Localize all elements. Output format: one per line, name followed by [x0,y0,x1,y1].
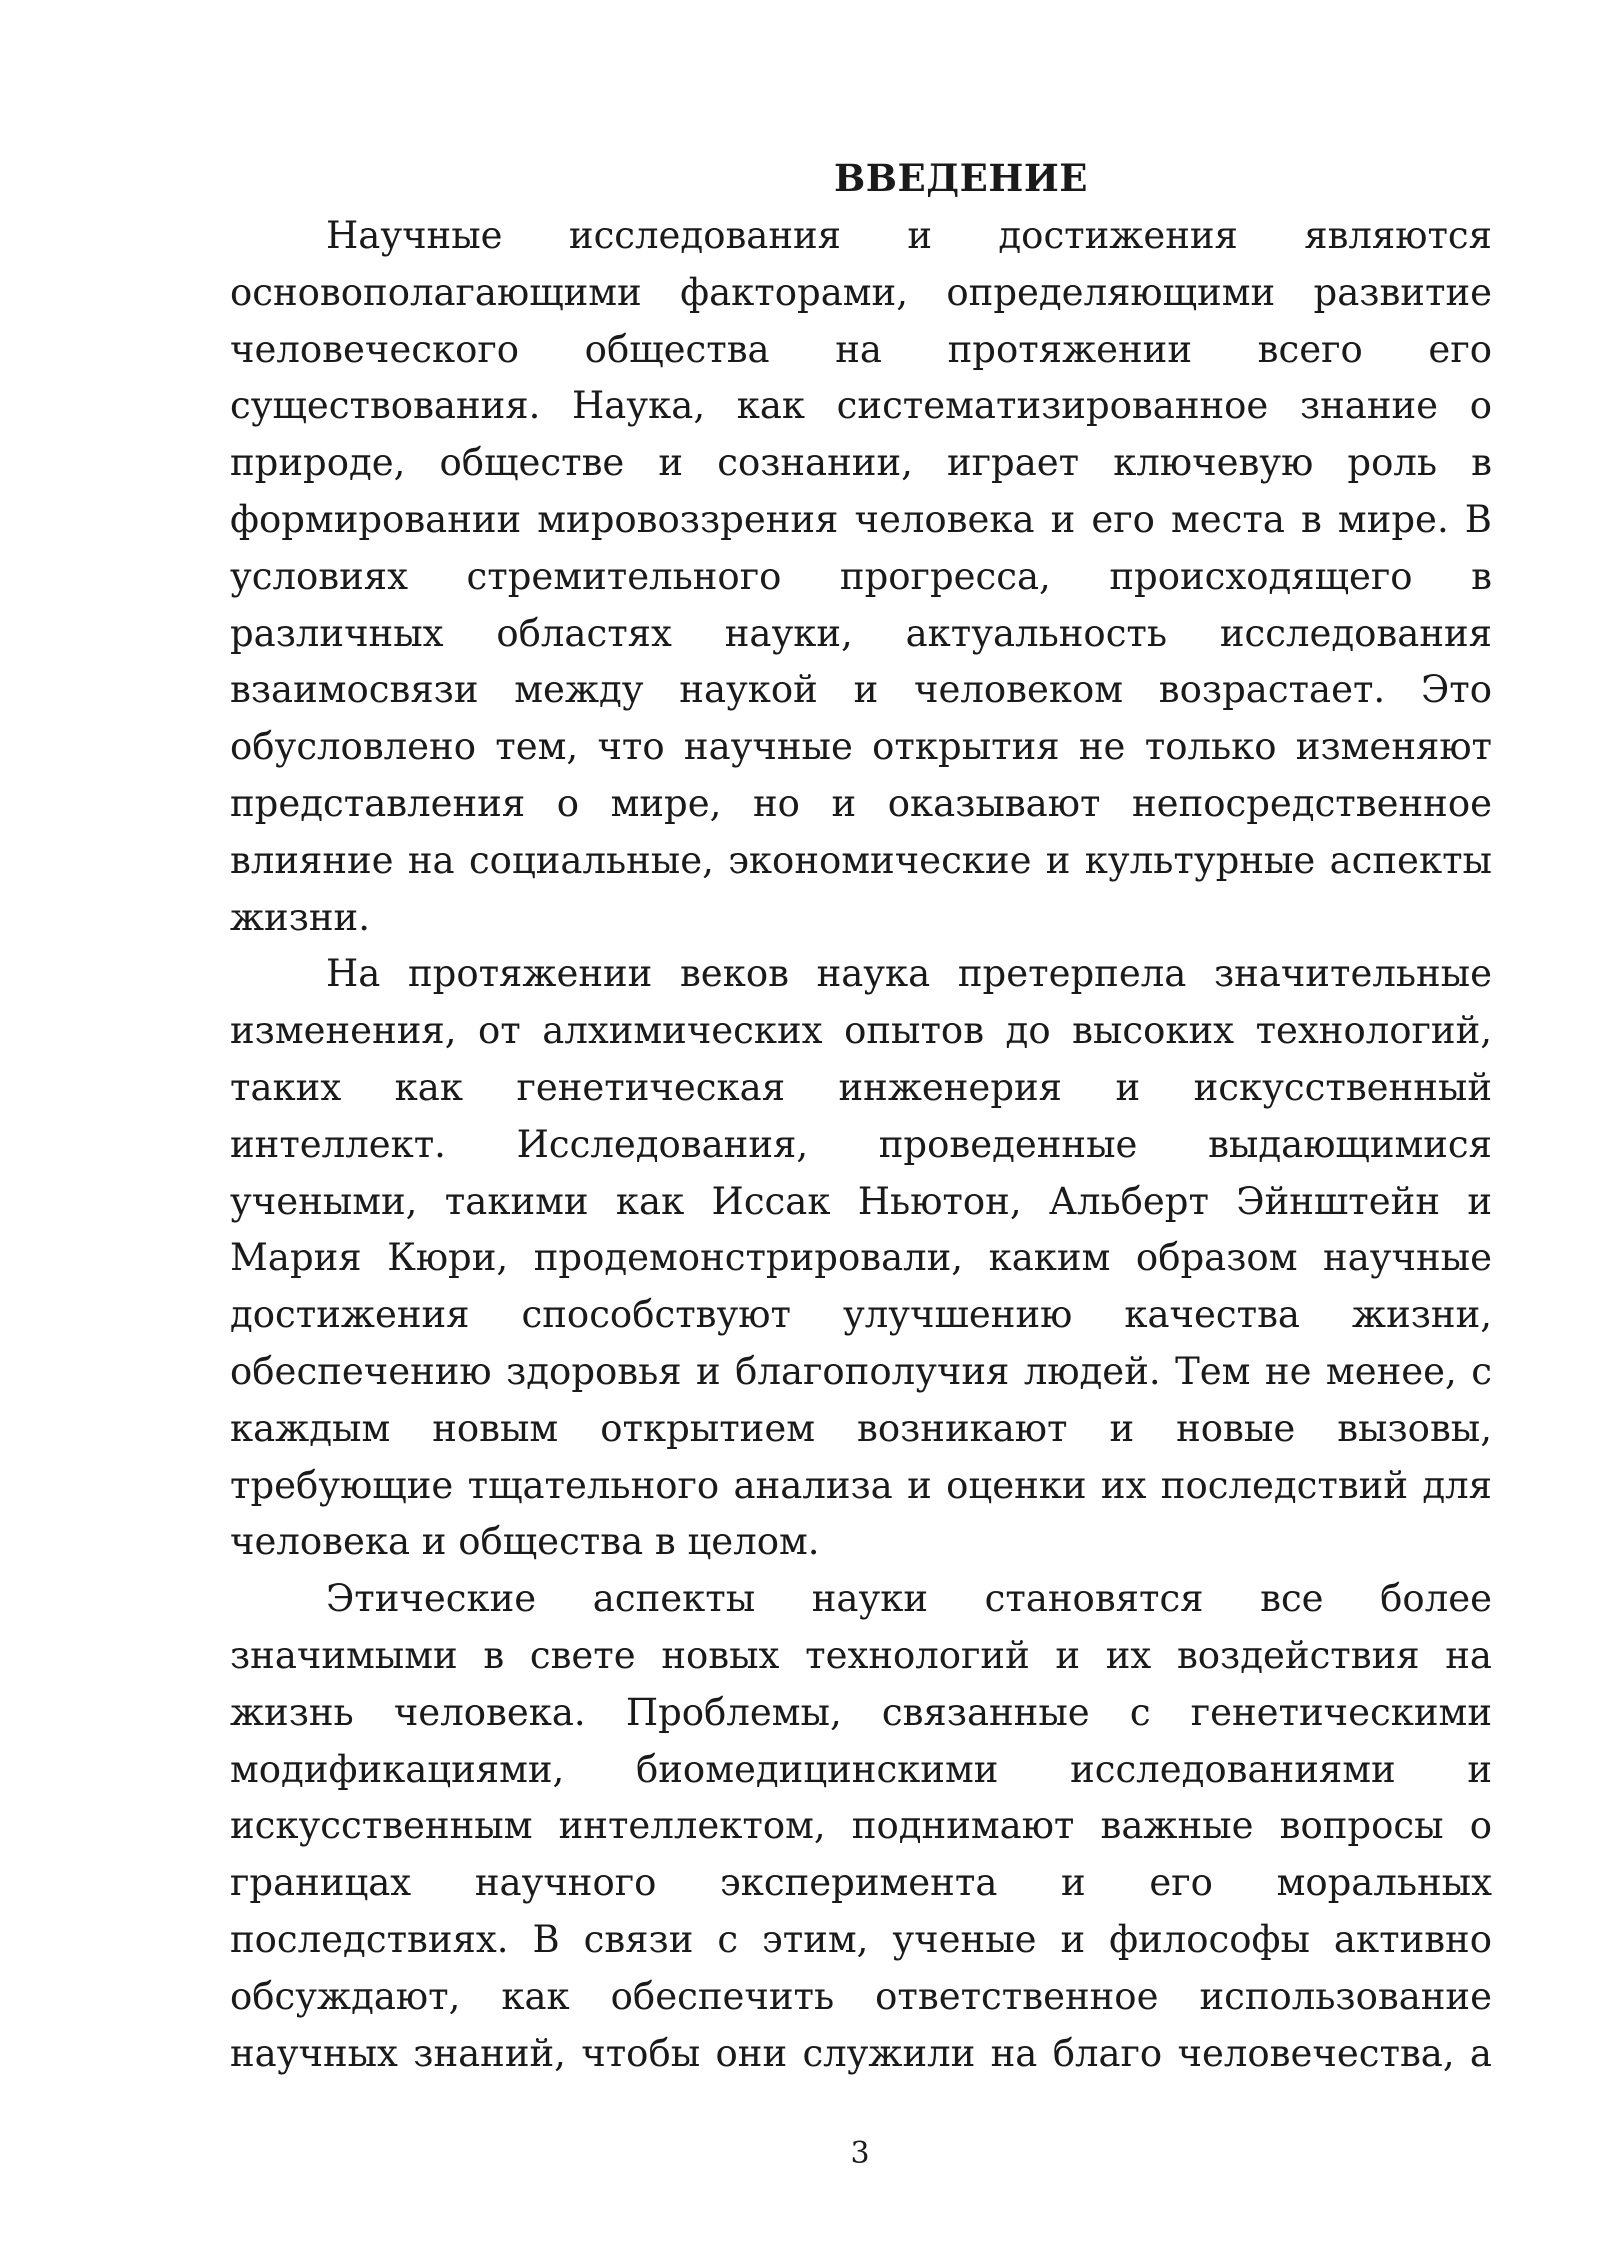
page-number: 3 [850,2136,870,2171]
page-title: ВВЕДЕНИЕ [834,156,1088,200]
paragraph-2: На протяжении веков наука претерпела значительные изменения, от алхимических опытов до высоких технологий, таких как генетическая инженерия и искусственный интеллект. Исследования, проведенные выдающимися учеными, такими как Иссак Ньютон, Альберт Эйнштейн и Мария Кюри, продемонстрировали, каким образом научные достижения способствуют улучшению качества жизни, обеспечению здоровья и благополучия людей. Тем не менее, с каждым новым открытием возникают и новые вызовы, требующие тщательного анализа и оценки их последствий для человека и общества в целом. [230,952,1492,1564]
paragraph-3: Этические аспекты науки становятся все более значимыми в свете новых технологий и их воздействия на жизнь человека. Проблемы, связанные с генетическими модификациями, биомедицинскими исследованиями и искусственным интеллектом, поднимают важные вопросы о границах научного эксперимента и его моральных последствиях. В связи с этим, ученые и философы активно обсуждают, как обеспечить ответственное использование научных знаний, чтобы они служили на благо человечества, а [230,1577,1492,2075]
paragraph-1: Научные исследования и достижения являются основополагающими факторами, определяющими развитие человеческого общества на протяжении всего его существования. Наука, как систематизированное знание о природе, обществе и сознании, играет ключевую роль в формировании мировоззрения человека и его места в мире. В условиях стремительного прогресса, происходящего в различных областях науки, актуальность исследования взаимосвязи между наукой и человеком возрастает. Это обусловлено тем, что научные открытия не только изменяют представления о мире, но и оказывают непосредственное влияние на социальные, экономические и культурные аспекты жизни. [230,214,1492,939]
page-content [230,150,1492,2082]
